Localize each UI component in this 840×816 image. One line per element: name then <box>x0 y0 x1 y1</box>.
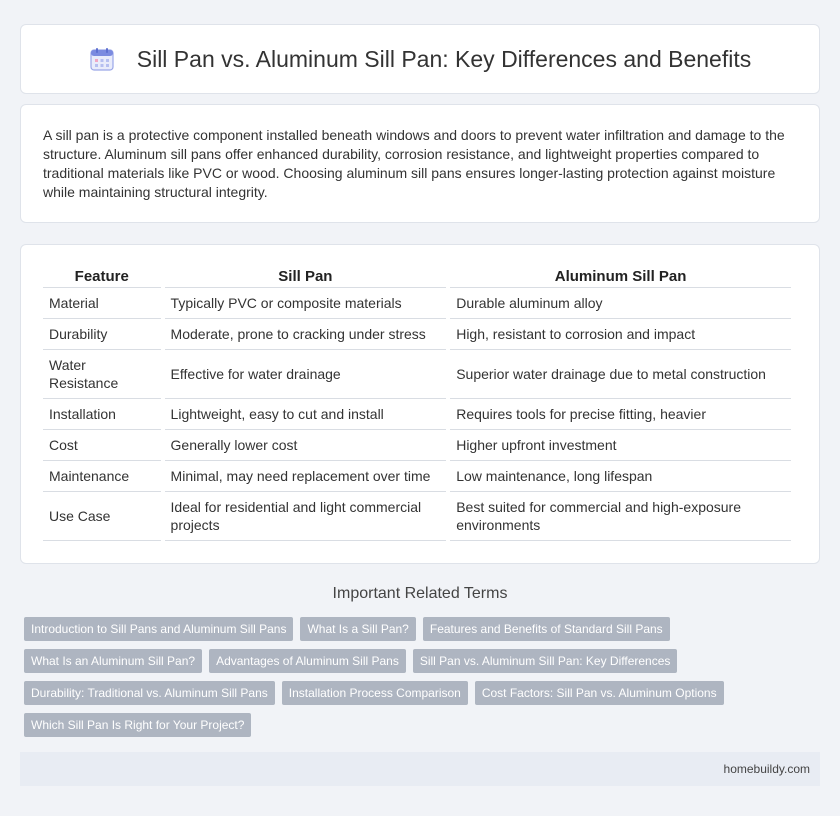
table-cell: Typically PVC or composite materials <box>165 288 447 319</box>
table-cell: Installation <box>43 399 161 430</box>
table-cell: Minimal, may need replacement over time <box>165 461 447 492</box>
related-terms-heading: Important Related Terms <box>332 585 508 602</box>
related-term-tag[interactable]: Cost Factors: Sill Pan vs. Aluminum Options <box>475 681 724 705</box>
table-row <box>43 399 791 430</box>
table-cell: Generally lower cost <box>165 430 447 461</box>
footer <box>20 752 820 786</box>
table-cell: Cost <box>43 430 161 461</box>
column-header-feature: Feature <box>43 263 161 288</box>
table-row <box>43 492 791 541</box>
comparison-table <box>39 263 795 541</box>
table-cell: Moderate, prone to cracking under stress <box>165 319 447 350</box>
table-cell: Durable aluminum alloy <box>450 288 791 319</box>
column-header-sill-pan: Sill Pan <box>165 263 447 288</box>
table-cell: Maintenance <box>43 461 161 492</box>
table-row <box>43 461 791 492</box>
table-row <box>43 288 791 319</box>
related-term-tag[interactable]: Sill Pan vs. Aluminum Sill Pan: Key Differences <box>413 649 678 673</box>
comparison-table-card <box>20 244 820 564</box>
table-cell: Material <box>43 288 161 319</box>
related-terms-list <box>24 617 784 745</box>
related-term-tag[interactable]: Advantages of Aluminum Sill Pans <box>209 649 406 673</box>
related-term-tag[interactable]: Which Sill Pan Is Right for Your Project? <box>24 713 251 737</box>
page-title: Sill Pan vs. Aluminum Sill Pan: Key Differences and Benefits <box>136 45 752 72</box>
calendar-icon <box>89 46 115 72</box>
column-header-aluminum-sill-pan: Aluminum Sill Pan <box>450 263 791 288</box>
intro-text: A sill pan is a protective component installed beneath windows and doors to prevent water infiltration and damage to the structure. Aluminum sill pans offer enhanced durability, corrosion resistance, and lightweight properties compared to traditional materials like PVC or wood. Choosing aluminum sill pans ensures longer-lasting protection against moisture while maintaining structural integrity. <box>43 127 785 200</box>
table-cell: Effective for water drainage <box>165 350 447 399</box>
table-cell: Best suited for commercial and high-exposure environments <box>450 492 791 541</box>
header-card <box>20 24 820 94</box>
footer-site-link[interactable]: homebuildy.com <box>723 762 810 776</box>
related-term-tag[interactable]: Durability: Traditional vs. Aluminum Sill Pans <box>24 681 275 705</box>
table-header-row <box>43 263 791 288</box>
table-cell: Higher upfront investment <box>450 430 791 461</box>
table-cell: Durability <box>43 319 161 350</box>
table-cell: Use Case <box>43 492 161 541</box>
table-cell: Lightweight, easy to cut and install <box>165 399 447 430</box>
related-term-tag[interactable]: What Is a Sill Pan? <box>300 617 415 641</box>
table-cell: Low maintenance, long lifespan <box>450 461 791 492</box>
related-term-tag[interactable]: What Is an Aluminum Sill Pan? <box>24 649 202 673</box>
table-cell: Superior water drainage due to metal construction <box>450 350 791 399</box>
related-term-tag[interactable]: Introduction to Sill Pans and Aluminum Sill Pans <box>24 617 293 641</box>
table-cell: Requires tools for precise fitting, heavier <box>450 399 791 430</box>
intro-card <box>20 104 820 223</box>
table-cell: High, resistant to corrosion and impact <box>450 319 791 350</box>
table-row <box>43 430 791 461</box>
related-term-tag[interactable]: Features and Benefits of Standard Sill Pans <box>423 617 670 641</box>
table-cell: Ideal for residential and light commercial projects <box>165 492 447 541</box>
table-row <box>43 319 791 350</box>
related-term-tag[interactable]: Installation Process Comparison <box>282 681 468 705</box>
table-row <box>43 350 791 399</box>
table-cell: Water Resistance <box>43 350 161 399</box>
